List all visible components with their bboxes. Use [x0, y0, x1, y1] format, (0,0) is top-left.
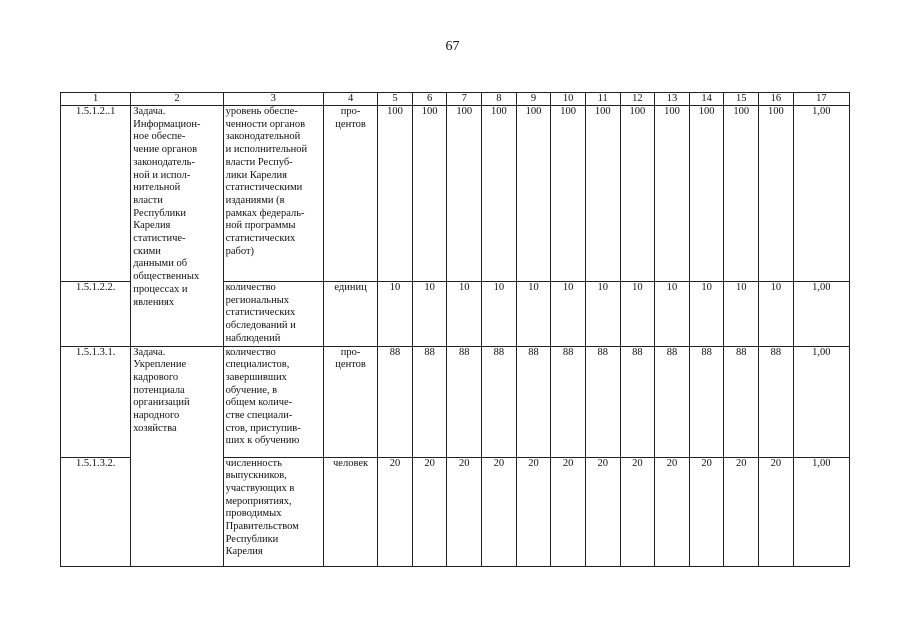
cell-line: ной и испол-: [133, 169, 191, 181]
cell-line: потенциала: [133, 384, 185, 396]
value-cell: 20: [447, 457, 482, 566]
cell-line: участвующих в: [225, 482, 295, 494]
value-cell: 10: [655, 282, 690, 347]
cell-line: Правительством: [225, 521, 299, 533]
value-cell: 100: [412, 106, 447, 282]
cell-line: хозяйства: [133, 422, 177, 434]
cell-line: явлениях: [133, 296, 175, 308]
cell-line: стве специали-: [225, 410, 293, 422]
value-cell: 88: [620, 346, 655, 457]
column-header-4: 4: [323, 93, 377, 106]
cell-line: ченности органов: [225, 118, 306, 130]
value-cell: 20: [759, 457, 794, 566]
last-value-cell: 1,00: [793, 346, 849, 457]
value-cell: 10: [689, 282, 724, 347]
cell-line: региональных: [225, 294, 290, 306]
indicator-cell: [223, 346, 323, 457]
column-header-14: 14: [689, 93, 724, 106]
cell-line: кадрового: [133, 371, 179, 383]
value-cell: 100: [620, 106, 655, 282]
value-cell: 100: [378, 106, 413, 282]
value-cell: 20: [516, 457, 551, 566]
cell-line: общем количе-: [225, 397, 293, 409]
column-header-6: 6: [412, 93, 447, 106]
column-header-3: 3: [223, 93, 323, 106]
value-cell: 88: [412, 346, 447, 457]
cell-line: данными об: [133, 258, 188, 270]
value-cell: 100: [516, 106, 551, 282]
cell-line: статистиче-: [133, 233, 186, 245]
indicator-cell: [223, 282, 323, 347]
column-header-7: 7: [447, 93, 482, 106]
column-header-9: 9: [516, 93, 551, 106]
value-cell: 88: [551, 346, 586, 457]
cell-line: наблюдений: [225, 332, 281, 344]
cell-line: ших к обучению: [225, 435, 300, 447]
cell-line: лики Карелия: [225, 169, 287, 181]
cell-line: и исполнительной: [225, 144, 308, 156]
row-code: 1.5.1.3.1.: [61, 346, 131, 457]
cell-line: народного: [133, 410, 180, 422]
value-cell: 100: [585, 106, 620, 282]
cell-line: Республики: [225, 533, 279, 545]
value-cell: 20: [412, 457, 447, 566]
cell-line: численность: [225, 457, 282, 469]
column-header-13: 13: [655, 93, 690, 106]
cell-line: количество: [225, 282, 276, 293]
column-header-16: 16: [759, 93, 794, 106]
cell-line: центов: [335, 359, 366, 371]
unit-cell: [323, 346, 377, 457]
value-cell: 88: [447, 346, 482, 457]
value-cell: 10: [516, 282, 551, 347]
value-cell: 88: [516, 346, 551, 457]
cell-line: власти Респуб-: [225, 156, 293, 168]
cell-line: ное обеспе-: [133, 131, 186, 143]
cell-line: ной программы: [225, 220, 296, 232]
value-cell: 10: [585, 282, 620, 347]
cell-line: про-: [340, 346, 361, 358]
value-cell: 88: [724, 346, 759, 457]
value-cell: 88: [585, 346, 620, 457]
cell-line: рамках федераль-: [225, 207, 305, 219]
column-header-11: 11: [585, 93, 620, 106]
value-cell: 100: [724, 106, 759, 282]
cell-line: законодательной: [225, 131, 301, 143]
cell-line: изданиями (в: [225, 194, 285, 206]
value-cell: 10: [724, 282, 759, 347]
cell-line: статистических: [225, 307, 296, 319]
last-value-cell: 1,00: [793, 282, 849, 347]
cell-line: власти: [133, 194, 163, 206]
cell-line: Карелия: [133, 220, 171, 232]
cell-line: единиц: [334, 282, 367, 293]
cell-line: Республики: [133, 207, 186, 219]
column-header-2: 2: [131, 93, 223, 106]
value-cell: 20: [620, 457, 655, 566]
value-cell: 20: [585, 457, 620, 566]
value-cell: 20: [724, 457, 759, 566]
value-cell: 10: [759, 282, 794, 347]
cell-line: мероприятиях,: [225, 495, 292, 507]
value-cell: 88: [655, 346, 690, 457]
column-header-17: 17: [793, 93, 849, 106]
value-cell: 100: [759, 106, 794, 282]
value-cell: 20: [551, 457, 586, 566]
page-number: 67: [445, 39, 460, 54]
row-code: 1.5.1.2..1: [61, 106, 131, 282]
unit-cell: [323, 457, 377, 566]
column-header-15: 15: [724, 93, 759, 106]
unit-cell: [323, 106, 377, 282]
value-cell: 10: [551, 282, 586, 347]
cell-line: статистических: [225, 233, 296, 245]
value-cell: 10: [482, 282, 517, 347]
cell-line: количество: [225, 346, 276, 358]
cell-line: специалистов,: [225, 359, 290, 371]
cell-line: работ): [225, 245, 255, 257]
value-cell: 10: [620, 282, 655, 347]
column-header-8: 8: [482, 93, 517, 106]
cell-line: Укрепление: [133, 359, 187, 371]
value-cell: 10: [378, 282, 413, 347]
value-cell: 88: [689, 346, 724, 457]
last-value-cell: 1,00: [793, 457, 849, 566]
value-cell: 100: [551, 106, 586, 282]
cell-line: проводимых: [225, 508, 282, 520]
table-row: [61, 106, 850, 282]
value-cell: 100: [482, 106, 517, 282]
value-cell: 88: [378, 346, 413, 457]
column-header-10: 10: [551, 93, 586, 106]
indicator-cell: [223, 457, 323, 566]
cell-line: обучение, в: [225, 384, 278, 396]
cell-line: скими: [133, 245, 161, 257]
cell-line: про-: [340, 106, 361, 117]
last-value-cell: 1,00: [793, 106, 849, 282]
cell-line: общественных: [133, 271, 200, 283]
cell-line: завершивших: [225, 371, 287, 383]
value-cell: 100: [689, 106, 724, 282]
cell-line: законодатель-: [133, 156, 195, 168]
cell-line: центов: [335, 118, 366, 130]
cell-line: Информацион-: [133, 118, 201, 130]
value-cell: 10: [447, 282, 482, 347]
table-row: [61, 346, 850, 457]
column-header-1: 1: [61, 93, 131, 106]
cell-line: нительной: [133, 182, 181, 194]
task-cell: [131, 346, 223, 566]
cell-line: организаций: [133, 397, 190, 409]
value-cell: 100: [447, 106, 482, 282]
header-row: [61, 93, 850, 106]
cell-line: процессах и: [133, 283, 188, 295]
cell-line: человек: [333, 457, 369, 469]
value-cell: 88: [482, 346, 517, 457]
value-cell: 88: [759, 346, 794, 457]
cell-line: Задача.: [133, 346, 166, 358]
unit-cell: [323, 282, 377, 347]
cell-line: стов, приступив-: [225, 422, 301, 434]
cell-line: Задача.: [133, 106, 166, 117]
indicator-cell: [223, 106, 323, 282]
column-header-5: 5: [378, 93, 413, 106]
value-cell: 20: [689, 457, 724, 566]
value-cell: 10: [412, 282, 447, 347]
row-code: 1.5.1.3.2.: [61, 457, 131, 566]
cell-line: обследований и: [225, 320, 296, 332]
column-header-12: 12: [620, 93, 655, 106]
cell-line: статистическими: [225, 182, 303, 194]
cell-line: чение органов: [133, 144, 198, 156]
value-cell: 20: [655, 457, 690, 566]
value-cell: 100: [655, 106, 690, 282]
cell-line: выпускников,: [225, 470, 287, 482]
cell-line: уровень обеспе-: [225, 106, 298, 117]
indicators-table: [60, 92, 850, 567]
row-code: 1.5.1.2.2.: [61, 282, 131, 347]
cell-line: Карелия: [225, 546, 263, 558]
value-cell: 20: [378, 457, 413, 566]
value-cell: 20: [482, 457, 517, 566]
task-cell: [131, 106, 223, 347]
